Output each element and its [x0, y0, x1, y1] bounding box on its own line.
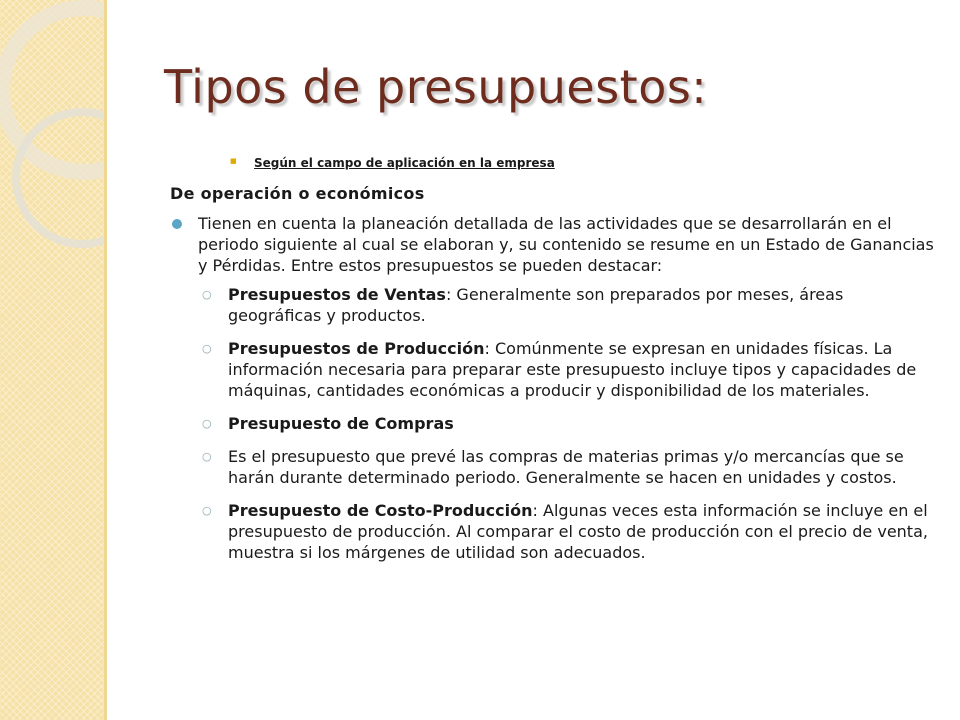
slide-title: Tipos de presupuestos:	[164, 60, 708, 114]
text-compras-desc: Es el presupuesto que prevé las compras de materias primas y/o mercancías que se harán durante determinado periodo. Generalmente se hacen en unidades y costos.	[228, 447, 904, 487]
hollow-circle-bullet-icon: ○	[202, 417, 212, 430]
hollow-circle-bullet-icon: ○	[202, 342, 212, 355]
small-square-bullet-icon: ■	[230, 157, 237, 165]
slide-content	[170, 156, 940, 575]
section-heading: De operación o económicos	[170, 184, 425, 203]
round-bullet-icon	[172, 219, 182, 229]
term-ventas: Presupuestos de Ventas	[228, 285, 446, 304]
decorative-side-band	[0, 0, 107, 720]
text-ventas: : Generalmente son preparados por meses, áreas geográficas y productos.	[228, 285, 844, 325]
term-costo-produccion: Presupuesto de Costo-Producción	[228, 501, 533, 520]
subheading-text: Según el campo de aplicación en la empresa	[254, 156, 555, 170]
hollow-circle-bullet-icon: ○	[202, 288, 212, 301]
hollow-circle-bullet-icon: ○	[202, 450, 212, 463]
sub-bullet-compras-desc	[170, 446, 940, 488]
sub-bullet-costo-produccion	[170, 500, 940, 563]
subheading	[170, 156, 940, 170]
sub-bullet-ventas	[170, 284, 940, 326]
sub-bullet-produccion	[170, 338, 940, 401]
text-produccion: : Comúnmente se expresan en unidades físicas. La información necesaria para preparar este presupuesto incluye tipos y capacidades de máquinas, cantidades económicas a producir y disponibilidad de los materiales.	[228, 339, 917, 400]
hollow-circle-bullet-icon: ○	[202, 504, 212, 517]
term-produccion: Presupuestos de Producción	[228, 339, 485, 358]
term-compras: Presupuesto de Compras	[228, 414, 454, 433]
sub-bullet-compras	[170, 413, 940, 434]
text-costo-produccion: : Algunas veces esta información se incluye en el presupuesto de producción. Al comparar el costo de producción con el precio de venta, muestra si los márgenes de utilidad son adecuados.	[228, 501, 928, 562]
intro-text: Tienen en cuenta la planeación detallada de las actividades que se desarrollarán en el periodo siguiente al cual se elaboran y, su contenido se resume en un Estado de Ganancias y Pérdidas. Entre estos presupuestos se pueden destacar:	[198, 214, 934, 275]
intro-bullet	[170, 213, 940, 276]
